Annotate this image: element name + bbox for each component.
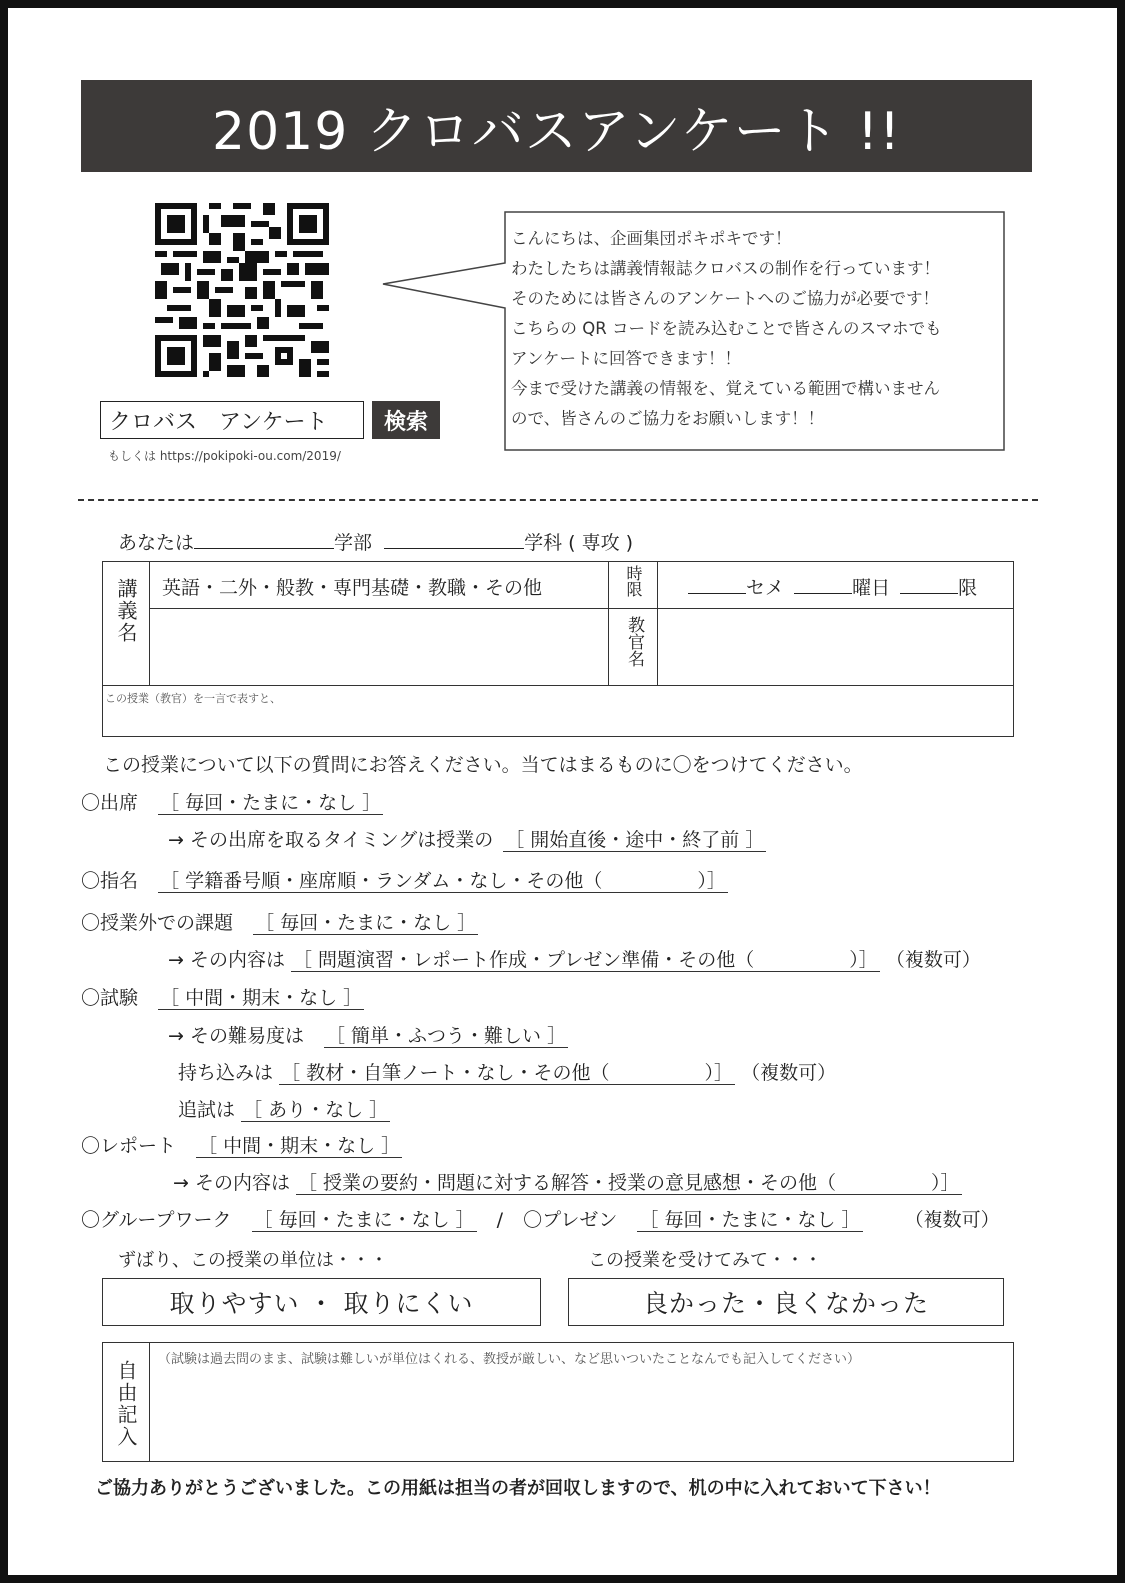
instruction: この授業について以下の質問にお答えください。当てはまるものに〇をつけてください。 — [103, 754, 863, 776]
q-assignment — [81, 908, 478, 935]
department-blank[interactable] — [384, 530, 524, 549]
intro-line: こちらの QR コードを読み込むことで皆さんのスマホでも — [511, 319, 942, 338]
q-assignment-content — [168, 945, 981, 972]
q-note: （複数可） — [904, 1209, 1000, 1231]
intro-line: わたしたちは講義情報誌クロバスの制作を行っています！ — [511, 259, 940, 278]
department-label: 学科 ( 専攻 ) — [524, 532, 634, 554]
intro-text — [511, 224, 991, 434]
q-exam — [81, 983, 364, 1010]
q-label: 追試は — [178, 1099, 236, 1121]
q-label: → その内容は — [173, 1172, 290, 1194]
credit-answer-box[interactable]: 取りやすい ・ 取りにくい — [102, 1278, 541, 1326]
q-options[interactable]: ［ あり・なし ］ — [243, 1099, 389, 1121]
q-exam-bring — [178, 1058, 836, 1085]
q-options[interactable]: ［ 毎回・たまに・なし ］ — [160, 792, 382, 814]
q-report-content — [173, 1168, 962, 1195]
q-label: 〇出席 — [81, 792, 139, 814]
footer-note: ご協力ありがとうございました。この用紙は担当の者が回収しますので、机の中に入れておいて下さい！ — [95, 1478, 941, 1499]
oneword-field[interactable] — [103, 706, 1013, 736]
intro-line: 今まで受けた講義の情報を、覚えている範囲で構いません — [511, 379, 940, 398]
period-label: 限 — [958, 577, 978, 599]
q-options[interactable]: ［ 教材・自筆ノート・なし・その他（ ）］ — [281, 1062, 734, 1084]
divider — [149, 608, 1014, 609]
q-report — [81, 1131, 402, 1158]
free-entry-label: 自由記入 — [114, 1360, 138, 1448]
faculty-label: 学部 — [334, 532, 373, 554]
impression-answer-box[interactable]: 良かった・良くなかった — [568, 1278, 1004, 1326]
q-exam-retake — [178, 1095, 390, 1122]
q-options[interactable]: ［ 授業の要約・問題に対する解答・授業の意見感想・その他（ ）］ — [298, 1172, 960, 1194]
lecture-name-field[interactable] — [150, 610, 607, 684]
q-attendance — [81, 788, 383, 815]
q-options[interactable]: ［ 毎回・たまに・なし ］ — [639, 1209, 861, 1231]
divider — [149, 1342, 150, 1462]
q-note: （複数可） — [885, 949, 981, 971]
q-options[interactable]: ［ 毎回・たまに・なし ］ — [255, 912, 477, 934]
free-entry-field[interactable] — [151, 1368, 1011, 1460]
q-options[interactable]: ［ 中間・期末・なし ］ — [160, 987, 363, 1009]
url-note: もしくは https://pokipoki-ou.com/2019/ — [108, 449, 341, 463]
faculty-blank[interactable] — [194, 530, 334, 549]
intro-line: アンケートに回答できます！！ — [511, 349, 742, 368]
q-options[interactable]: ［ 学籍番号順・座席順・ランダム・なし・その他（ ）］ — [160, 870, 726, 892]
q-options[interactable]: ［ 問題演習・レポート作成・プレゼン準備・その他（ ）］ — [293, 949, 878, 971]
q-label: 〇グループワーク — [81, 1209, 232, 1231]
search-input[interactable]: クロバス アンケート — [100, 401, 364, 439]
q-attendance-timing — [168, 825, 766, 852]
intro-line: ので、皆さんのご協力をお願いします！！ — [511, 409, 825, 428]
teacher-label: 教官名 — [624, 616, 644, 667]
q-label: → その内容は — [168, 949, 285, 971]
q-groupwork — [81, 1205, 1000, 1232]
divider — [102, 685, 1014, 686]
student-info-row — [118, 528, 633, 555]
seme-label: セメ — [746, 577, 785, 599]
q-label: → その出席を取るタイミングは授業の — [168, 829, 494, 851]
q-separator: / — [496, 1209, 504, 1231]
oneword-label: この授業（教官）を一言で表すと、 — [105, 692, 281, 705]
course-category-options[interactable]: 英語・二外・般教・専門基礎・教職・その他 — [162, 577, 543, 599]
time-row — [688, 573, 977, 600]
credit-prompt: ずばり、この授業の単位は・・・ — [118, 1250, 388, 1271]
q-exam-difficulty — [168, 1021, 568, 1048]
q-label: 〇レポート — [81, 1135, 177, 1157]
q-label: 〇授業外での課題 — [81, 912, 234, 934]
q-label: 〇プレゼン — [523, 1209, 618, 1231]
impression-prompt: この授業を受けてみて・・・ — [588, 1250, 822, 1271]
q-options[interactable]: ［ 毎回・たまに・なし ］ — [253, 1209, 475, 1231]
time-label: 時限 — [624, 565, 643, 597]
q-label: 〇指名 — [81, 870, 139, 892]
lecture-name-label: 講義名 — [114, 578, 138, 644]
intro-line: そのためには皆さんのアンケートへのご協力が必要です！ — [511, 289, 940, 308]
search-button[interactable]: 検索 — [372, 401, 440, 439]
q-options[interactable]: ［ 簡単・ふつう・難しい ］ — [326, 1025, 567, 1047]
student-prefix: あなたは — [118, 532, 195, 554]
q-nomination — [81, 866, 728, 893]
q-label: 〇試験 — [81, 987, 139, 1009]
q-label: → その難易度は — [168, 1025, 304, 1047]
intro-line: こんにちは、企画集団ポキポキです！ — [511, 229, 792, 248]
q-options[interactable]: ［ 中間・期末・なし ］ — [198, 1135, 401, 1157]
page-title: 2019 クロバスアンケート !! — [81, 80, 1032, 172]
free-entry-hint: （試験は過去問のまま、試験は難しいが単位はくれる、教授が厳しい、など思いついたことなんでも記入してください） — [158, 1352, 861, 1367]
teacher-name-field[interactable] — [658, 610, 1013, 684]
divider — [608, 561, 609, 685]
q-note: （複数可） — [741, 1062, 837, 1084]
weekday-label: 曜日 — [852, 577, 891, 599]
q-options[interactable]: ［ 開始直後・途中・終了前 ］ — [505, 829, 765, 851]
weekday-blank[interactable] — [794, 575, 852, 594]
seme-blank[interactable] — [688, 575, 746, 594]
cut-line — [78, 499, 1038, 501]
q-label: 持ち込みは — [178, 1062, 274, 1084]
qr-code — [155, 203, 329, 377]
period-blank[interactable] — [900, 575, 958, 594]
